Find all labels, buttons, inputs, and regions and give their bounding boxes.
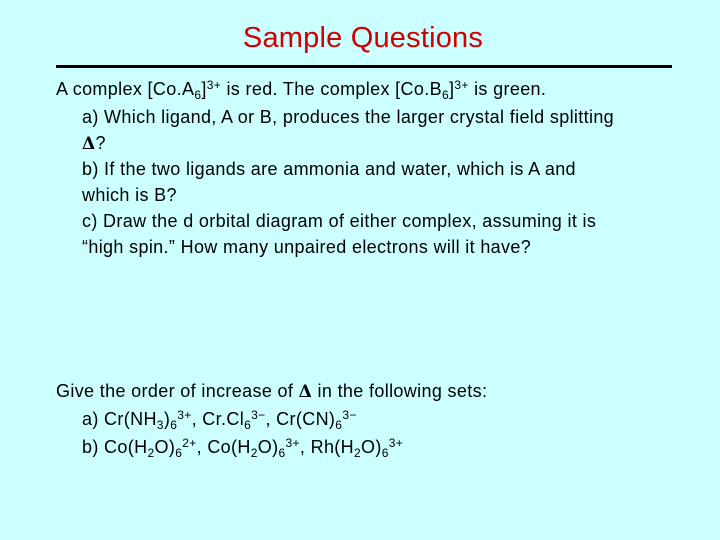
question-1c-line-1: c) Draw the d orbital diagram of either complex, assuming it is	[82, 211, 597, 231]
question-2b: b) $Co(H_2O)_6^{2+}$, $Co(H_2O)_6^{3+}$, $Rh(H_2O)_6^{3+}$	[82, 436, 404, 460]
title-divider	[56, 65, 672, 68]
question-1c-line-2: “high spin.” How many unpaired electrons will it have?	[82, 237, 532, 257]
question-2-intro: Give the order of increase of Δ in the following sets:	[56, 381, 488, 402]
question-1a-line-2: Δ?	[82, 133, 106, 154]
question-1-intro: A complex $[Co.A_6]^{3+}$ is red. The complex $[Co.B_6]^{3+}$ is green.	[56, 78, 547, 102]
delta-symbol: Δ	[298, 382, 313, 402]
question-1b-line-1: b) If the two ligands are ammonia and water, which is A and	[82, 159, 576, 179]
slide-title: Sample Questions	[242, 22, 484, 54]
question-1a-line-1: a) Which ligand, A or B, produces the larger crystal field splitting	[82, 107, 615, 127]
question-1b-line-2: which is B?	[82, 185, 177, 205]
question-2a: a) $Cr(NH_3)_6^{3+}$, $Cr.Cl_6^{3-}$, $Cr(CN)_6^{3-}$	[82, 408, 357, 432]
delta-symbol: Δ	[82, 134, 96, 154]
